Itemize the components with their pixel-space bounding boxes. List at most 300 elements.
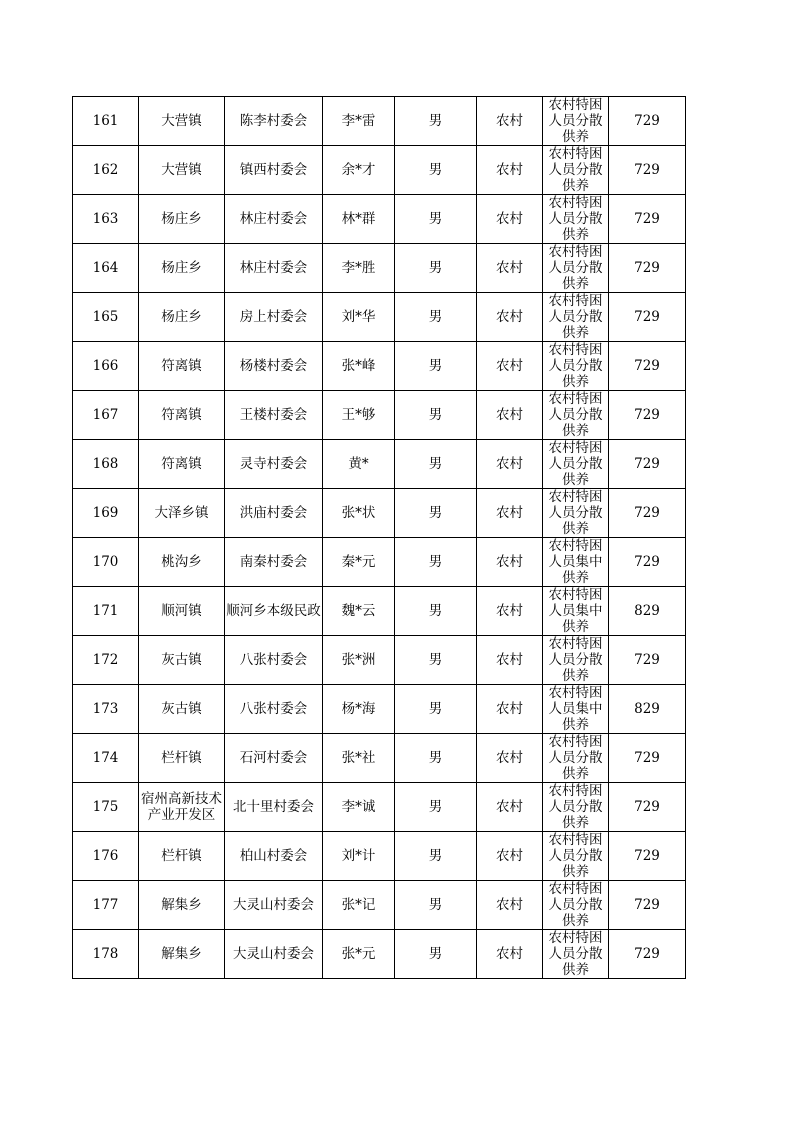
row-number-text: 164: [92, 260, 119, 276]
area-text: 农村: [496, 799, 523, 815]
support-type-cell: [543, 587, 609, 636]
town-text: 灰古镇: [161, 701, 202, 717]
village-committee-text: 镇西村委会: [239, 162, 308, 178]
area-text: 农村: [496, 407, 523, 423]
village-committee-text: 陈李村委会: [239, 113, 308, 129]
gender-text: 男: [428, 211, 443, 227]
amount-cell: [609, 832, 686, 881]
gender-cell: [395, 97, 477, 146]
table-row: [73, 244, 686, 293]
gender-text: 男: [428, 456, 443, 472]
support-type-cell: [543, 391, 609, 440]
amount-cell: [609, 734, 686, 783]
amount-cell: [609, 195, 686, 244]
support-type-cell: [543, 146, 609, 195]
row-number-cell: [73, 440, 139, 489]
amount-cell: [609, 538, 686, 587]
support-type-text: 农村特困人员分散供养: [548, 930, 603, 978]
name-text: 林*群: [341, 211, 376, 227]
gender-text: 男: [428, 554, 443, 570]
village-committee-text: 大灵山村委会: [233, 946, 314, 962]
gender-cell: [395, 881, 477, 930]
village-committee-cell: [225, 734, 323, 783]
name-cell: [323, 783, 395, 832]
town-cell: [139, 489, 225, 538]
amount-text: 729: [634, 211, 660, 227]
support-type-text: 农村特困人员集中供养: [548, 587, 603, 635]
town-cell: [139, 342, 225, 391]
row-number-cell: [73, 146, 139, 195]
amount-text: 729: [634, 113, 660, 129]
row-number-text: 166: [92, 358, 119, 374]
row-number-text: 162: [92, 162, 119, 178]
amount-text: 729: [634, 456, 660, 472]
name-cell: [323, 734, 395, 783]
village-committee-text: 王楼村委会: [239, 407, 308, 423]
row-number-cell: [73, 538, 139, 587]
village-committee-cell: [225, 195, 323, 244]
name-cell: [323, 587, 395, 636]
area-text: 农村: [496, 358, 523, 374]
table-row: [73, 685, 686, 734]
support-type-cell: [543, 293, 609, 342]
amount-text: 729: [634, 750, 660, 766]
town-text: 大营镇: [161, 162, 202, 178]
name-cell: [323, 881, 395, 930]
area-cell: [477, 881, 543, 930]
amount-text: 729: [634, 260, 660, 276]
row-number-text: 165: [92, 309, 119, 325]
row-number-text: 175: [92, 799, 119, 815]
support-type-text: 农村特困人员分散供养: [548, 734, 603, 782]
town-cell: [139, 97, 225, 146]
town-text: 解集乡: [161, 897, 202, 913]
name-text: 魏*云: [341, 603, 376, 619]
area-cell: [477, 342, 543, 391]
town-cell: [139, 440, 225, 489]
amount-text: 729: [634, 946, 660, 962]
amount-text: 729: [634, 554, 660, 570]
row-number-cell: [73, 685, 139, 734]
area-cell: [477, 538, 543, 587]
table-row: [73, 293, 686, 342]
area-text: 农村: [496, 848, 523, 864]
village-committee-text: 灵寺村委会: [239, 456, 308, 472]
support-type-text: 农村特困人员分散供养: [548, 342, 603, 390]
table-row: [73, 636, 686, 685]
area-cell: [477, 636, 543, 685]
row-number-cell: [73, 832, 139, 881]
row-number-text: 174: [92, 750, 119, 766]
row-number-cell: [73, 489, 139, 538]
row-number-text: 178: [92, 946, 119, 962]
support-type-text: 农村特困人员分散供养: [548, 97, 603, 145]
gender-text: 男: [428, 505, 443, 521]
area-cell: [477, 146, 543, 195]
town-text: 桃沟乡: [161, 554, 202, 570]
village-committee-cell: [225, 685, 323, 734]
village-committee-cell: [225, 930, 323, 979]
town-text: 解集乡: [161, 946, 202, 962]
amount-text: 729: [634, 358, 660, 374]
village-committee-cell: [225, 244, 323, 293]
gender-cell: [395, 391, 477, 440]
amount-cell: [609, 636, 686, 685]
village-committee-text: 杨楼村委会: [239, 358, 308, 374]
area-cell: [477, 97, 543, 146]
name-text: 李*诚: [341, 799, 376, 815]
town-cell: [139, 832, 225, 881]
support-type-cell: [543, 440, 609, 489]
town-text: 符离镇: [161, 456, 202, 472]
village-committee-cell: [225, 587, 323, 636]
village-committee-text: 石河村委会: [239, 750, 308, 766]
area-text: 农村: [496, 505, 523, 521]
name-cell: [323, 293, 395, 342]
area-text: 农村: [496, 750, 523, 766]
area-cell: [477, 293, 543, 342]
support-type-text: 农村特困人员分散供养: [548, 881, 603, 929]
table-row: [73, 587, 686, 636]
support-type-cell: [543, 489, 609, 538]
table-row: [73, 342, 686, 391]
area-text: 农村: [496, 260, 523, 276]
gender-cell: [395, 538, 477, 587]
village-committee-text: 林庄村委会: [239, 260, 308, 276]
village-committee-text: 南秦村委会: [239, 554, 308, 570]
support-type-text: 农村特困人员分散供养: [548, 146, 603, 194]
area-text: 农村: [496, 554, 523, 570]
support-type-cell: [543, 881, 609, 930]
town-text: 大泽乡镇: [154, 505, 209, 521]
gender-cell: [395, 146, 477, 195]
gender-cell: [395, 734, 477, 783]
row-number-cell: [73, 881, 139, 930]
area-text: 农村: [496, 456, 523, 472]
name-text: 刘*华: [341, 309, 376, 325]
amount-cell: [609, 244, 686, 293]
support-type-cell: [543, 244, 609, 293]
name-cell: [323, 930, 395, 979]
gender-text: 男: [428, 162, 443, 178]
row-number-cell: [73, 244, 139, 293]
gender-cell: [395, 636, 477, 685]
gender-text: 男: [428, 309, 443, 325]
amount-cell: [609, 293, 686, 342]
name-text: 王*够: [341, 407, 376, 423]
support-type-text: 农村特困人员分散供养: [548, 783, 603, 831]
row-number-text: 176: [92, 848, 119, 864]
table-row: [73, 391, 686, 440]
gender-text: 男: [428, 407, 443, 423]
town-cell: [139, 685, 225, 734]
gender-text: 男: [428, 946, 443, 962]
town-cell: [139, 881, 225, 930]
town-text: 杨庄乡: [161, 260, 202, 276]
support-type-cell: [543, 538, 609, 587]
name-text: 张*洲: [341, 652, 376, 668]
area-text: 农村: [496, 309, 523, 325]
town-text: 杨庄乡: [161, 309, 202, 325]
village-committee-cell: [225, 146, 323, 195]
gender-cell: [395, 930, 477, 979]
support-type-text: 农村特困人员分散供养: [548, 489, 603, 537]
gender-text: 男: [428, 750, 443, 766]
village-committee-cell: [225, 293, 323, 342]
table-row: [73, 538, 686, 587]
gender-text: 男: [428, 701, 443, 717]
amount-cell: [609, 440, 686, 489]
support-type-cell: [543, 783, 609, 832]
area-cell: [477, 930, 543, 979]
row-number-cell: [73, 342, 139, 391]
village-committee-text: 房上村委会: [239, 309, 308, 325]
row-number-cell: [73, 930, 139, 979]
row-number-text: 172: [92, 652, 119, 668]
table-row: [73, 930, 686, 979]
gender-text: 男: [428, 848, 443, 864]
name-text: 李*雷: [341, 113, 376, 129]
support-type-text: 农村特困人员集中供养: [548, 538, 603, 586]
town-text: 顺河镇: [161, 603, 202, 619]
row-number-text: 161: [92, 113, 119, 129]
support-type-text: 农村特困人员集中供养: [548, 685, 603, 733]
area-text: 农村: [496, 652, 523, 668]
village-committee-cell: [225, 97, 323, 146]
amount-text: 729: [634, 897, 660, 913]
amount-cell: [609, 489, 686, 538]
name-text: 张*峰: [341, 358, 376, 374]
village-committee-text: 八张村委会: [239, 701, 308, 717]
support-type-cell: [543, 195, 609, 244]
amount-text: 729: [634, 505, 660, 521]
table-row: [73, 734, 686, 783]
amount-text: 729: [634, 162, 660, 178]
village-committee-text: 洪庙村委会: [239, 505, 308, 521]
row-number-text: 168: [92, 456, 119, 472]
town-text: 灰古镇: [161, 652, 202, 668]
row-number-text: 163: [92, 211, 119, 227]
area-cell: [477, 587, 543, 636]
gender-cell: [395, 244, 477, 293]
amount-text: 729: [634, 799, 660, 815]
gender-cell: [395, 685, 477, 734]
table-row: [73, 832, 686, 881]
table-row: [73, 489, 686, 538]
town-text: 宿州高新技术产业开发区: [141, 791, 222, 823]
town-cell: [139, 734, 225, 783]
name-text: 余*才: [341, 162, 376, 178]
amount-cell: [609, 783, 686, 832]
village-committee-cell: [225, 391, 323, 440]
town-cell: [139, 930, 225, 979]
table-row: [73, 881, 686, 930]
amount-text: 829: [634, 701, 660, 717]
table-row: [73, 97, 686, 146]
town-cell: [139, 783, 225, 832]
area-text: 农村: [496, 113, 523, 129]
gender-cell: [395, 783, 477, 832]
table-row: [73, 440, 686, 489]
area-cell: [477, 440, 543, 489]
gender-cell: [395, 587, 477, 636]
name-cell: [323, 685, 395, 734]
village-committee-text: 林庄村委会: [239, 211, 308, 227]
amount-cell: [609, 97, 686, 146]
town-text: 符离镇: [161, 358, 202, 374]
amount-cell: [609, 391, 686, 440]
area-cell: [477, 195, 543, 244]
amount-text: 729: [634, 848, 660, 864]
gender-text: 男: [428, 113, 443, 129]
support-type-text: 农村特困人员分散供养: [548, 293, 603, 341]
table-row: [73, 146, 686, 195]
village-committee-text: 顺河乡本级民政: [226, 603, 321, 619]
town-cell: [139, 587, 225, 636]
support-type-cell: [543, 97, 609, 146]
area-cell: [477, 489, 543, 538]
name-text: 刘*计: [341, 848, 376, 864]
row-number-cell: [73, 195, 139, 244]
gender-text: 男: [428, 897, 443, 913]
gender-text: 男: [428, 260, 443, 276]
area-cell: [477, 734, 543, 783]
table-body: [73, 97, 686, 979]
town-cell: [139, 538, 225, 587]
amount-cell: [609, 146, 686, 195]
amount-cell: [609, 342, 686, 391]
name-cell: [323, 244, 395, 293]
town-text: 大营镇: [161, 113, 202, 129]
village-committee-cell: [225, 832, 323, 881]
support-type-cell: [543, 342, 609, 391]
village-committee-text: 北十里村委会: [233, 799, 314, 815]
name-cell: [323, 146, 395, 195]
amount-text: 729: [634, 652, 660, 668]
area-cell: [477, 244, 543, 293]
area-text: 农村: [496, 701, 523, 717]
amount-cell: [609, 587, 686, 636]
town-text: 符离镇: [161, 407, 202, 423]
name-text: 李*胜: [341, 260, 376, 276]
gender-text: 男: [428, 652, 443, 668]
support-type-cell: [543, 636, 609, 685]
gender-cell: [395, 342, 477, 391]
village-committee-cell: [225, 489, 323, 538]
amount-cell: [609, 930, 686, 979]
support-type-cell: [543, 734, 609, 783]
name-text: 张*社: [341, 750, 376, 766]
town-cell: [139, 636, 225, 685]
town-cell: [139, 244, 225, 293]
amount-text: 729: [634, 407, 660, 423]
support-type-text: 农村特困人员分散供养: [548, 244, 603, 292]
town-cell: [139, 195, 225, 244]
name-cell: [323, 97, 395, 146]
amount-cell: [609, 881, 686, 930]
support-type-text: 农村特困人员分散供养: [548, 391, 603, 439]
support-type-cell: [543, 930, 609, 979]
town-text: 杨庄乡: [161, 211, 202, 227]
gender-cell: [395, 489, 477, 538]
town-cell: [139, 146, 225, 195]
village-committee-cell: [225, 440, 323, 489]
town-cell: [139, 391, 225, 440]
village-committee-text: 八张村委会: [239, 652, 308, 668]
area-cell: [477, 391, 543, 440]
support-type-text: 农村特困人员分散供养: [548, 195, 603, 243]
name-cell: [323, 538, 395, 587]
area-cell: [477, 685, 543, 734]
name-text: 张*状: [341, 505, 376, 521]
row-number-cell: [73, 783, 139, 832]
village-committee-text: 柏山村委会: [239, 848, 308, 864]
row-number-cell: [73, 391, 139, 440]
village-committee-cell: [225, 783, 323, 832]
table-row: [73, 783, 686, 832]
village-committee-text: 大灵山村委会: [233, 897, 314, 913]
row-number-text: 177: [92, 897, 119, 913]
gender-text: 男: [428, 799, 443, 815]
name-cell: [323, 391, 395, 440]
row-number-cell: [73, 734, 139, 783]
row-number-cell: [73, 587, 139, 636]
area-cell: [477, 783, 543, 832]
gender-text: 男: [428, 603, 443, 619]
row-number-text: 173: [92, 701, 119, 717]
row-number-cell: [73, 293, 139, 342]
area-text: 农村: [496, 603, 523, 619]
support-type-text: 农村特困人员分散供养: [548, 636, 603, 684]
name-cell: [323, 489, 395, 538]
row-number-text: 167: [92, 407, 119, 423]
row-number-cell: [73, 97, 139, 146]
area-cell: [477, 832, 543, 881]
row-number-text: 169: [92, 505, 119, 521]
name-cell: [323, 832, 395, 881]
name-cell: [323, 195, 395, 244]
support-type-text: 农村特困人员分散供养: [548, 832, 603, 880]
name-cell: [323, 636, 395, 685]
gender-cell: [395, 293, 477, 342]
name-cell: [323, 342, 395, 391]
gender-cell: [395, 832, 477, 881]
roster-table: [72, 96, 686, 979]
row-number-text: 171: [92, 603, 119, 619]
row-number-text: 170: [92, 554, 119, 570]
support-type-cell: [543, 832, 609, 881]
gender-cell: [395, 195, 477, 244]
area-text: 农村: [496, 162, 523, 178]
gender-text: 男: [428, 358, 443, 374]
amount-text: 729: [634, 309, 660, 325]
village-committee-cell: [225, 538, 323, 587]
town-text: 栏杆镇: [161, 848, 202, 864]
area-text: 农村: [496, 897, 523, 913]
village-committee-cell: [225, 342, 323, 391]
amount-text: 829: [634, 603, 660, 619]
name-text: 秦*元: [341, 554, 376, 570]
name-text: 张*记: [341, 897, 376, 913]
name-cell: [323, 440, 395, 489]
table-row: [73, 195, 686, 244]
village-committee-cell: [225, 636, 323, 685]
name-text: 张*元: [341, 946, 376, 962]
area-text: 农村: [496, 946, 523, 962]
town-cell: [139, 293, 225, 342]
town-text: 栏杆镇: [161, 750, 202, 766]
name-text: 杨*海: [341, 701, 376, 717]
